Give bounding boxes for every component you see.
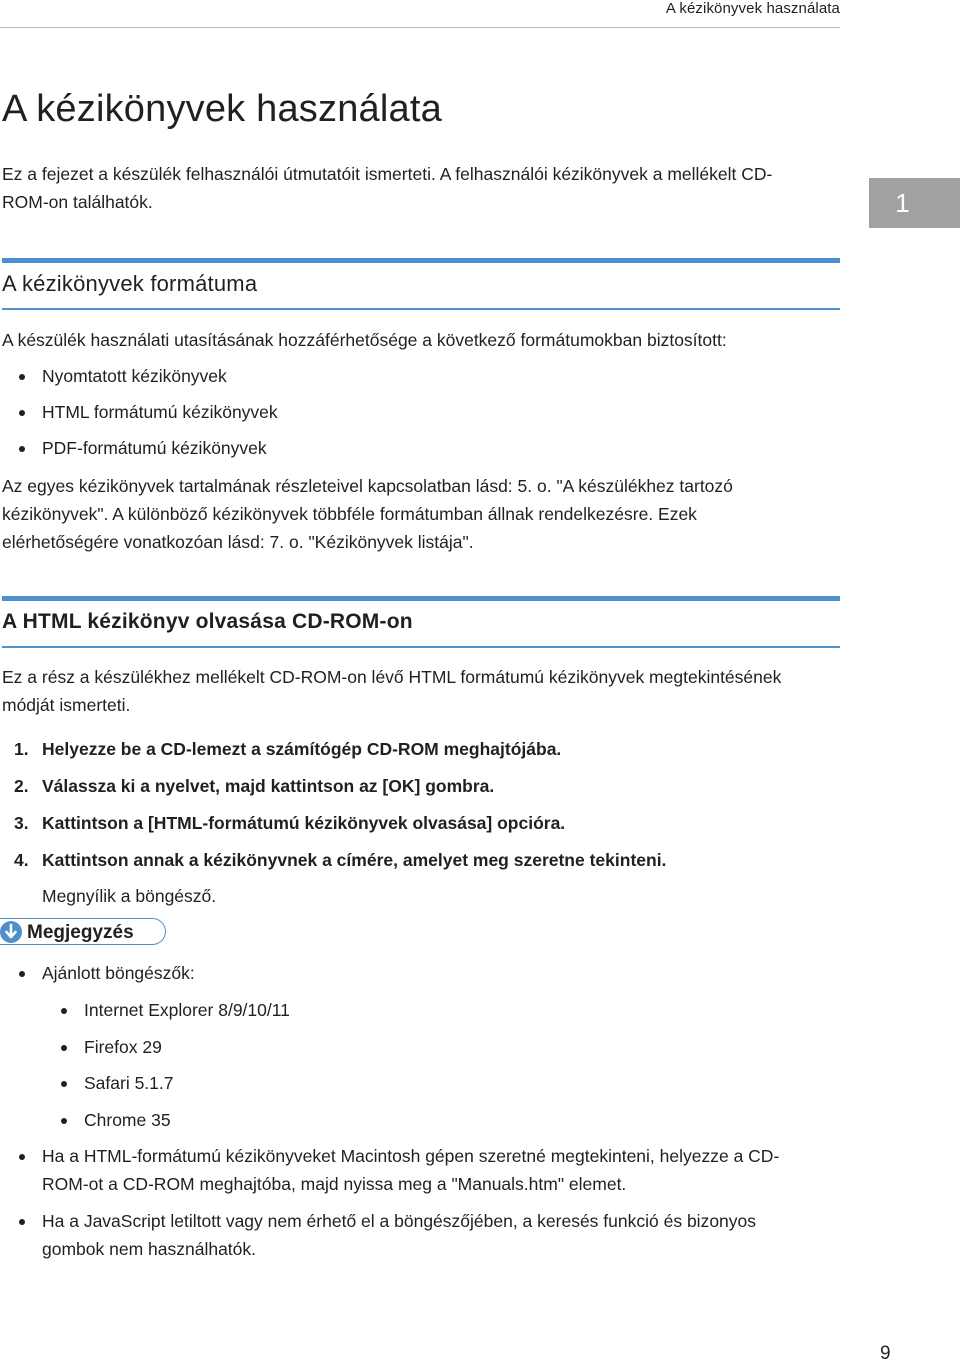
section-title: A kézikönyvek formátuma [2, 271, 258, 296]
text-line: módját ismerteti. [2, 695, 131, 715]
step-item: 3. Kattintson a [HTML-formátumú kézikönyvek olvasása] opcióra. [14, 813, 566, 833]
list-item: HTML formátumú kézikönyvek [42, 398, 278, 434]
running-header-title: A kézikönyvek használata [665, 0, 840, 17]
list-item: Internet Explorer 8/9/10/11 [84, 996, 290, 1033]
chapter-tab [869, 178, 960, 228]
list-item: Chrome 35 [84, 1106, 290, 1143]
chapter-number: 1 [895, 188, 910, 218]
bullet-icon [61, 1081, 67, 1087]
list-item: Nyomtatott kézikönyvek [42, 362, 278, 398]
list-item: Safari 5.1.7 [84, 1069, 290, 1106]
steps-list [14, 735, 666, 883]
step-result: Megnyílik a böngésző. [42, 886, 217, 906]
step-item: 1. Helyezze be a CD-lemezt a számítógép CD-ROM meghajtójába. [14, 739, 562, 759]
page-title: A kézikönyvek használata [2, 88, 442, 130]
list-item: Ajánlott böngészők: [42, 959, 195, 996]
text-line: Az egyes kézikönyvek tartalmának részleteivel kapcsolatban lásd: 5. o. "A készülékhez tartozó [2, 476, 733, 496]
intro-line: ROM-on találhatók. [2, 192, 153, 212]
html-cdrom-lead [2, 663, 812, 719]
browser-list [84, 996, 290, 1142]
bullet-icon [19, 971, 25, 977]
note-badge [0, 918, 166, 945]
step-item: 4. Kattintson annak a kézikönyvnek a címére, amelyet meg szeretne tekinteni. [14, 850, 667, 870]
bullet-icon [61, 1008, 67, 1014]
note-list-2 [42, 1142, 832, 1263]
formats-lead: A készülék használati utasításának hozzáférhetősége a következő formátumokban biztosított: [2, 330, 727, 350]
section-title: A HTML kézikönyv olvasása CD-ROM-on [2, 610, 413, 633]
text-line: kézikönyvek". A különböző kézikönyvek többféle formátumban állnak rendelkezésre. Ezek [2, 504, 697, 524]
section-heading-html-cdrom [2, 596, 840, 639]
step-item: 2. Válassza ki a nyelvet, majd kattintson az [OK] gombra. [14, 776, 495, 796]
note-list [42, 959, 195, 996]
running-header [0, 0, 840, 28]
intro-line: Ez a fejezet a készülék felhasználói útmutatóit ismerteti. A felhasználói kézikönyvek a mellékelt CD- [2, 164, 773, 184]
arrow-down-icon [0, 921, 22, 943]
formats-paragraph [2, 472, 812, 556]
list-item: Firefox 29 [84, 1033, 290, 1070]
list-item: PDF-formátumú kézikönyvek [42, 434, 278, 470]
bullet-icon [19, 1219, 25, 1225]
note-label: Megjegyzés [27, 922, 134, 943]
bullet-icon [19, 374, 25, 380]
list-item: Ha a JavaScript letiltott vagy nem érhető el a böngészőjében, a keresés funkció és bizonyos gombok nem használhatók. [42, 1207, 832, 1263]
bullet-icon [61, 1118, 67, 1124]
page-number: 9 [880, 1343, 891, 1364]
bullet-icon [19, 446, 25, 452]
section-heading-formats [2, 258, 840, 301]
list-item: Ha a HTML-formátumú kézikönyveket Macintosh gépen szeretné megtekinteni, helyezze a CD- ROM-ot a CD-ROM meghajtóba, majd nyissa meg a "Manuals.htm" elemet. [42, 1142, 832, 1207]
bullet-icon [61, 1045, 67, 1051]
intro-paragraph [2, 160, 832, 216]
text-line: elérhetőségére vonatkozóan lásd: 7. o. "Kézikönyvek listája". [2, 532, 474, 552]
bullet-icon [19, 410, 25, 416]
text-line: Ez a rész a készülékhez mellékelt CD-ROM-on lévő HTML formátumú kézikönyvek megtekintésének [2, 667, 782, 687]
bullet-icon [19, 1154, 25, 1160]
formats-list [42, 362, 278, 470]
